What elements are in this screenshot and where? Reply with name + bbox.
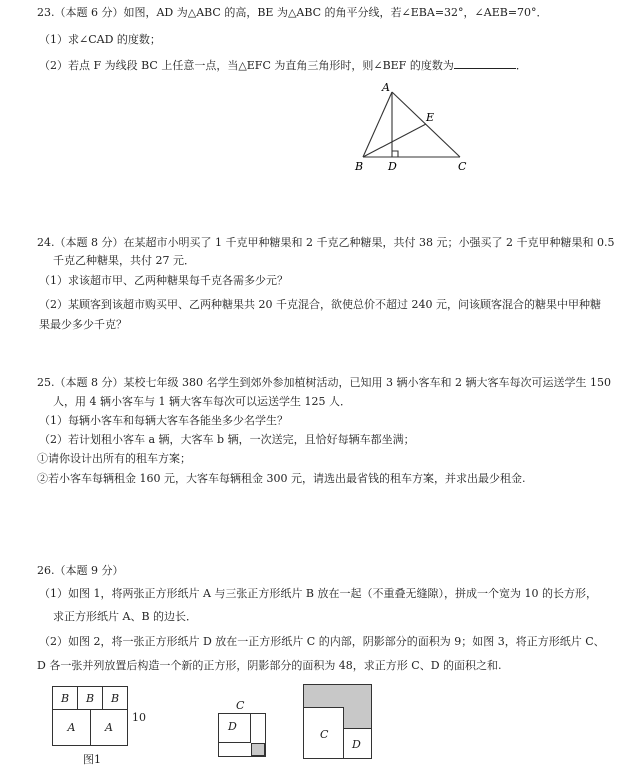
- q25-part2: （2）若计划租小客车 a 辆，大客车 b 辆，一次送完，且恰好每辆车都坐满；: [39, 433, 415, 446]
- figure-1-width-label: 10: [132, 711, 146, 724]
- q24-part1: （1）求该超市甲、乙两种糖果每千克各需多少元？: [39, 274, 288, 287]
- square-a-2: A: [90, 709, 128, 746]
- point-b-label: B: [355, 160, 364, 173]
- q23-part2-text: （2）若点 F 为线段 BC 上任意一点，当△EFC 为直角三角形时，则∠BEF 的度数为: [39, 59, 454, 72]
- q23-part2: [39, 58, 527, 73]
- q26-part2-line2: D 各一张并列放置后构造一个新的正方形，阴影部分的面积为 48，求正方形 C、D 的面积之和.: [37, 659, 502, 672]
- figure-2-label-d: D: [228, 720, 237, 733]
- answer-blank[interactable]: [454, 58, 516, 69]
- figure-1-caption: 图1: [83, 753, 101, 766]
- q25-part2-sub2: ②若小客车每辆租金 160 元，大客车每辆租金 300 元，请选出最省钱的租车方案，并求出最少租金.: [37, 472, 526, 485]
- figure-2-shaded-square: [251, 743, 265, 756]
- point-e-label: E: [426, 111, 435, 124]
- q26-part1-line1: （1）如图 1，将两张正方形纸片 A 与三张正方形纸片 B 放在一起（不重叠无缝隙），拼成一个宽为 10 的长方形，: [39, 587, 597, 600]
- q24-line2: 千克乙种糖果，共付 27 元．: [53, 254, 195, 267]
- point-d-label: D: [388, 160, 397, 173]
- q25-line1: 25.（本题 8 分）某校七年级 380 名学生到郊外参加植树活动，已知用 3 辆小客车和 2 辆大客车每次可运送学生 150: [37, 376, 611, 389]
- q24-part2-line1: （2）某顾客到该超市购买甲、乙两种糖果共 20 千克混合，欲使总价不超过 240 元，问该顾客混合的糖果中甲种糖: [39, 298, 601, 311]
- q24-line1: 24.（本题 8 分）在某超市小明买了 1 千克甲种糖果和 2 千克乙种糖果，共付 38 元；小强买了 2 千克甲种糖果和 0.5: [37, 236, 615, 249]
- q25-part1: （1）每辆小客车和每辆大客车各能坐多少名学生？: [39, 414, 288, 427]
- square-b-2: B: [77, 686, 103, 710]
- figure-3-label-d: D: [352, 738, 361, 751]
- square-b-3: B: [102, 686, 128, 710]
- q23-header: 23.（本题 6 分）如图，AD 为△ABC 的高，BE 为△ABC 的角平分线，若∠EBA=32°，∠AEB=70°．: [37, 6, 548, 19]
- figure-2-label-c: C: [236, 699, 245, 712]
- point-a-label: A: [382, 81, 390, 94]
- figure-3-label-c: C: [320, 728, 329, 741]
- q23-part2-end: ．: [515, 59, 527, 72]
- q25-line2: 人，用 4 辆小客车与 1 辆大客车每次可以运送学生 125 人．: [53, 395, 351, 408]
- q26-part2-line1: （2）如图 2，将一张正方形纸片 D 放在一正方形纸片 C 的内部，阴影部分的面积为 9；如图 3，将正方形纸片 C、: [39, 635, 605, 648]
- q23-part1: （1）求∠CAD 的度数；: [39, 33, 161, 46]
- figure-1: [52, 686, 128, 746]
- q26-header: 26.（本题 9 分）: [37, 564, 124, 577]
- q24-part2-line2: 果最少多少千克？: [39, 318, 127, 331]
- square-b-1: B: [52, 686, 78, 710]
- square-a-1: A: [52, 709, 91, 746]
- q26-part1-line2: 求正方形纸片 A、B 的边长．: [53, 610, 198, 623]
- q25-part2-sub1: ①请你设计出所有的租车方案；: [37, 452, 191, 465]
- point-c-label: C: [458, 160, 467, 173]
